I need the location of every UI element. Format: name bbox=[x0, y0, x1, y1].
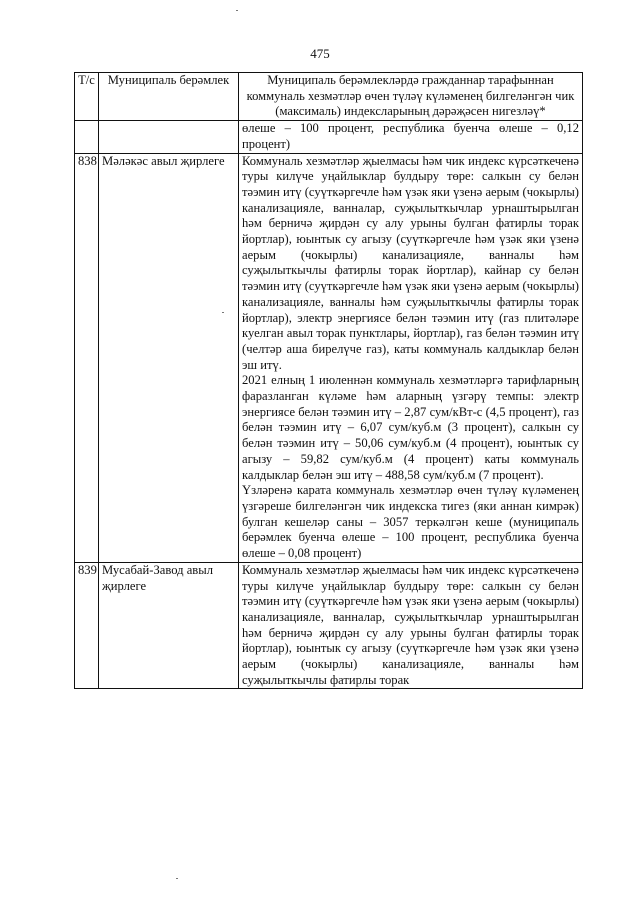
header-description: Муниципаль берәмлекләрдә гражданнар тарафыннан коммуналь хезмәтләр өчен түләү күләменең билгеләнгән чик (максималь) индексларының дәрәҗәсен нигезләү* bbox=[239, 73, 583, 121]
municipal-tariff-table bbox=[74, 72, 583, 689]
description-paragraph: Коммуналь хезмәтләр җыелмасы һәм чик индекс күрсәткеченә туры килүче уңайлыклар булдыру төре: салкын су белән тәэмин итү (суүткәргечле һәм үзәк яки үзенә аерым (чокырлы) канализацияле, ванналар, суҗылыткычлар урнаштырылган һәм берничә җирдән су алу урыны булган фатирлы торак йортлар), юынтык су агызу (суүткәргечле һәм үзәк яки үзенә аерым (чокырлы) канализацияле, ванналы һәм суҗылыткычлы фатирлы торак йортлар), кайнар су белән тәэмин итү (суүткәргечле һәм үзәк яки үзенә аерым (чокырлы) канализацияле, ванналы һәм суҗылыткычлы фатирлы торак йортлар), электр энергиясе белән тәэмин итү (газ плитәләре куелган авыл торак пунктлары, йортлар), газ белән тәэмин итү (челтәр аша бирелүче газ), каты коммуналь калдыклар белән эш итү. bbox=[242, 153, 579, 372]
page-number: 475 bbox=[310, 46, 330, 61]
continuation-name-cell bbox=[99, 121, 239, 153]
scan-speck bbox=[236, 10, 238, 11]
row-number: 839 bbox=[75, 562, 99, 689]
header-num: Т/с bbox=[75, 73, 99, 121]
description-paragraph: 2021 елның 1 июленнән коммуналь хезмәтләргә тарифларның фаразланган күләме һәм аларның үзгәрү темпы: электр энергиясе белән тәэмин итү – 2,87 сум/кВт-с (4,5 процент), газ белән тәэмин итү – 6,07 сум/куб.м (3 процент), салкын су белән тәэмин итү – 50,06 сум/куб.м (4 процент), юынтык су агызу – 59,82 сум/куб.м (4 процент) каты коммуналь калдыклар белән эш итү – 488,58 сум/куб.м (7 процент). bbox=[242, 373, 579, 482]
table-row bbox=[75, 562, 583, 689]
scan-speck bbox=[222, 312, 224, 313]
description-paragraph: Үзләренә карата коммуналь хезмәтләр өчен түләү күләменең үзгәреше билгеләнгән чик индекска тигез (яки аннан кимрәк) булган кешеләр саны – 3057 теркәлгән кеше (муниципаль берәмлек буенча өлеше – 100 процент, республика буенча өлеше – 0,08 процент) bbox=[242, 483, 579, 561]
continuation-num-cell bbox=[75, 121, 99, 153]
continuation-text: өлеше – 100 процент, республика буенча өлеше – 0,12 процент) bbox=[239, 121, 583, 153]
table-header-row bbox=[75, 73, 583, 121]
row-description bbox=[239, 562, 583, 689]
municipality-name: Мусабай-Завод авыл җирлеге bbox=[99, 562, 239, 689]
continuation-row bbox=[75, 121, 583, 153]
description-paragraph: Коммуналь хезмәтләр җыелмасы һәм чик индекс күрсәткеченә туры килүче уңайлыклар булдыру төре: салкын су белән тәэмин итү (суүткәргечле һәм үзәк яки үзенә аерым (чокырлы) канализацияле, ванналар, суҗылыткычлар урнаштырылган һәм берничә җирдән су алу урыны булган фатирлы торак йортлар), юынтык су агызу (суүткәргечле һәм үзәк яки үзенә аерым (чокырлы) канализацияле, ванналы һәм суҗылыткычлы фатирлы торак bbox=[242, 562, 579, 687]
table-row bbox=[75, 153, 583, 562]
scan-speck bbox=[176, 878, 178, 879]
row-description bbox=[239, 153, 583, 562]
row-number: 838 bbox=[75, 153, 99, 562]
header-municipality: Муниципаль берәмлек bbox=[99, 73, 239, 121]
municipality-name: Мәләкәс авыл җирлеге bbox=[99, 153, 239, 562]
